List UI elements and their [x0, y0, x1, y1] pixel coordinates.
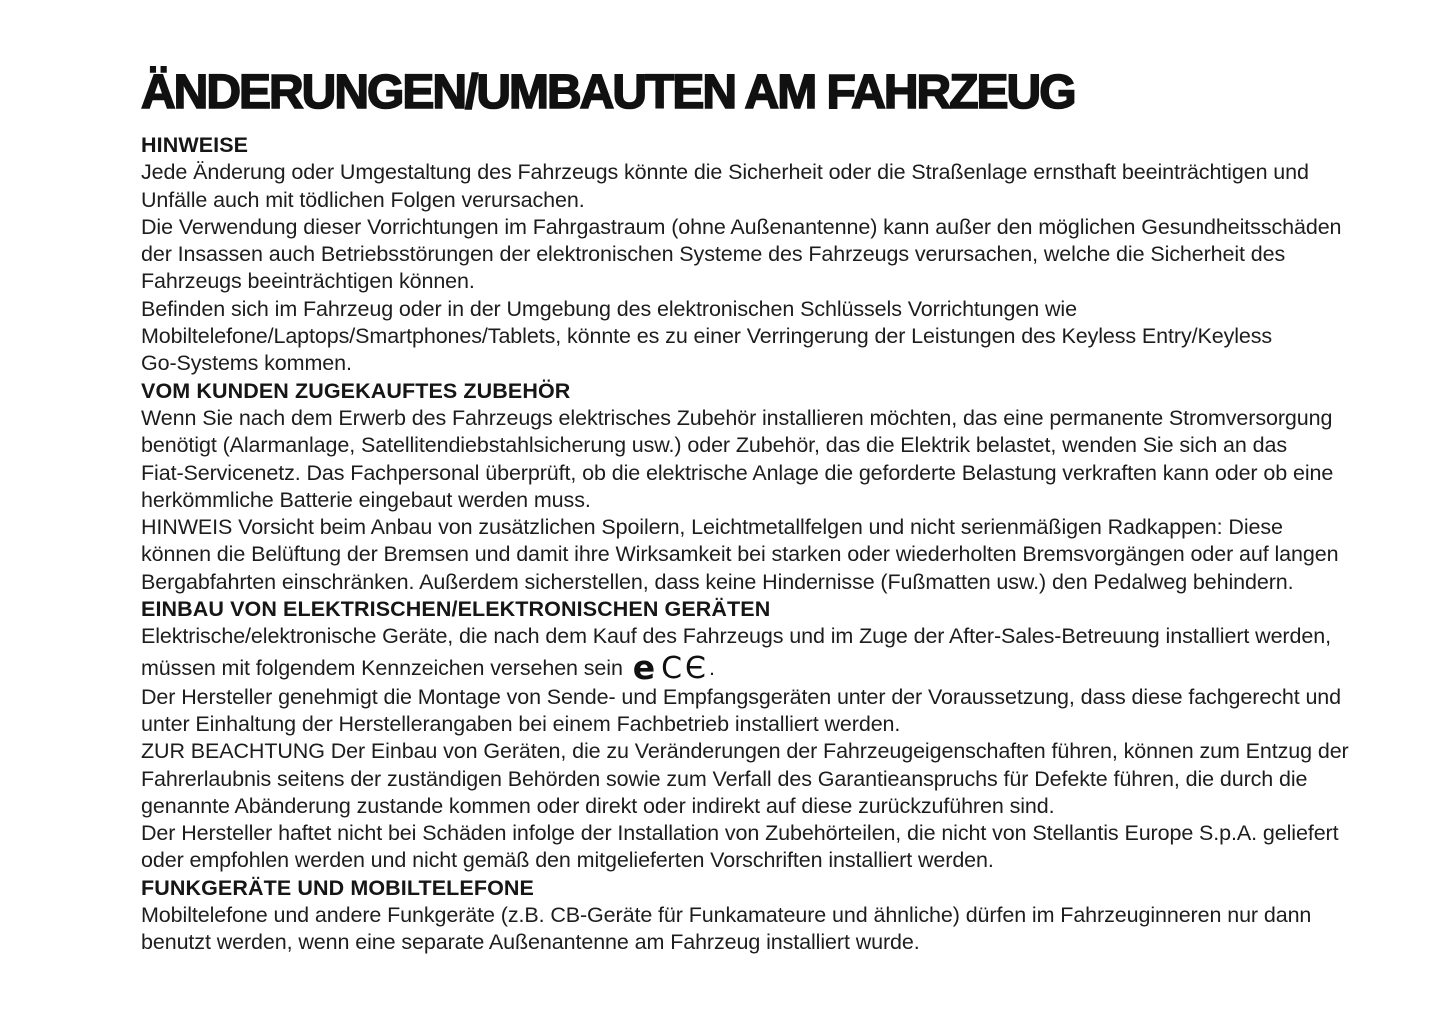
ce-mark-icon: CЄ	[661, 650, 709, 686]
text-line: Elektrische/elektronische Geräte, die nach dem Kauf des Fahrzeugs und im Zuge der After-Sales-Betreuung installiert werden,	[141, 624, 1331, 649]
text-line: ZUR BEACHTUNG Der Einbau von Geräten, die zu Veränderungen der Fahrzeugeigenschaften führen, können zum Entzug der	[141, 739, 1349, 764]
text-line: Mobiltelefone und andere Funkgeräte (z.B. CB-Geräte für Funkamateure und ähnliche) dürfen im Fahrzeuginneren nur dann	[141, 903, 1312, 928]
page-title: ÄNDERUNGEN/UMBAUTEN AM FAHRZEUG	[141, 66, 1075, 119]
text-line: Befinden sich im Fahrzeug oder in der Umgebung des elektronischen Schlüssels Vorrichtungen wie	[141, 296, 1077, 321]
text-line: Der Hersteller genehmigt die Montage von Sende- und Empfangsgeräten unter der Voraussetzung, dass diese fachgerecht und	[141, 684, 1342, 709]
text-line: Bergabfahrten einschränken. Außerdem sicherstellen, dass keine Hindernisse (Fußmatten usw.) den Pedalweg behindern.	[141, 569, 1294, 594]
section-heading: HINWEISE	[141, 133, 249, 157]
text-line: Fiat-Servicenetz. Das Fachpersonal überprüft, ob die elektrische Anlage die geforderte Belastung verkraften kann oder ob eine	[141, 460, 1334, 485]
text-line: benutzt werden, wenn eine separate Außenantenne am Fahrzeug installiert wurde.	[141, 930, 920, 955]
text-line: herkömmliche Batterie eingebaut werden muss.	[141, 487, 591, 512]
text-line: HINWEIS Vorsicht beim Anbau von zusätzlichen Spoilern, Leichtmetallfelgen und nicht serienmäßigen Radkappen: Diese	[141, 515, 1283, 540]
text-segment: müssen mit folgendem Kennzeichen versehen sein	[141, 655, 629, 680]
text-line: oder empfohlen werden und nicht gemäß den mitgelieferten Vorschriften installiert werden.	[141, 848, 994, 873]
text-line: genannte Abänderung zustande kommen oder direkt oder indirekt auf diese zurückzuführen sind.	[141, 793, 1055, 818]
text-line: Jede Änderung oder Umgestaltung des Fahrzeugs könnte die Sicherheit oder die Straßenlage ernsthaft beeinträchtigen und	[141, 160, 1309, 185]
document-body	[141, 132, 1385, 957]
text-line: unter Einhaltung der Herstellerangaben bei einem Fachbetrieb installiert werden.	[141, 711, 901, 736]
text-line: Fahrerlaubnis seitens der zuständigen Behörden sowie zum Verfall des Garantieanspruchs für Defekte führen, die durch die	[141, 766, 1308, 791]
text-line: der Insassen auch Betriebsstörungen der elektronischen Systeme des Fahrzeugs verursachen, welche die Sicherheit des	[141, 242, 1286, 267]
text-line: können die Belüftung der Bremsen und damit ihre Wirksamkeit bei starken oder wiederholten Bremsvorgängen oder auf langen	[141, 542, 1339, 567]
section-heading: VOM KUNDEN ZUGEKAUFTES ZUBEHÖR	[141, 378, 571, 403]
text-line: Der Hersteller haftet nicht bei Schäden infolge der Installation von Zubehörteilen, die nicht von Stellantis Europe S.p.A. geliefert	[141, 821, 1339, 846]
section-heading: FUNKGERÄTE UND MOBILTELEFONE	[141, 875, 534, 900]
document-content	[141, 68, 1385, 957]
text-line: Wenn Sie nach dem Erwerb des Fahrzeugs elektrisches Zubehör installieren möchten, das eine permanente Stromversorgung	[141, 405, 1333, 430]
e-approval-mark-icon: e	[632, 647, 656, 687]
text-line-with-marks	[141, 647, 1385, 687]
text-line: benötigt (Alarmanlage, Satellitendiebstahlsicherung usw.) oder Zubehör, das die Elektrik belastet, wenden Sie sich an das	[141, 433, 1288, 458]
text-line: Go-Systems kommen.	[141, 351, 352, 376]
text-line: Mobiltelefone/Laptops/Smartphones/Tablets, könnte es zu einer Verringerung der Leistungen des Keyless Entry/Keyless	[141, 324, 1273, 349]
text-line: Fahrzeugs beeinträchtigen können.	[141, 269, 475, 294]
text-line: Unfälle auch mit tödlichen Folgen verursachen.	[141, 187, 585, 212]
text-segment: .	[709, 655, 715, 680]
text-line: Die Verwendung dieser Vorrichtungen im Fahrgastraum (ohne Außenantenne) kann außer den möglichen Gesundheitsschäden	[141, 214, 1342, 239]
section-heading: EINBAU VON ELEKTRISCHEN/ELEKTRONISCHEN GERÄTEN	[141, 597, 771, 622]
